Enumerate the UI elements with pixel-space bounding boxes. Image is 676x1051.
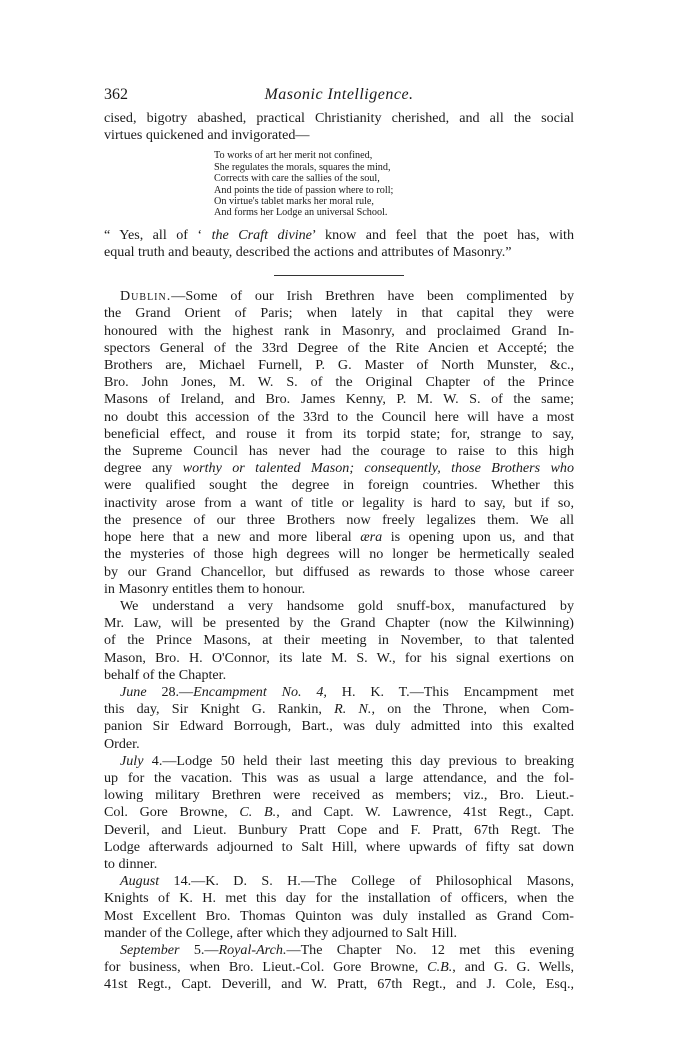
text-run: Col. Gore Browne, xyxy=(104,804,240,821)
dublin-heading: Dublin. xyxy=(120,288,172,305)
text-line: Most Excellent Bro. Thomas Quinton was duly installed as Grand Com- xyxy=(104,907,574,924)
text-run: ’ know and feel that the poet has, with xyxy=(311,226,575,243)
text-run-italic: R. N. xyxy=(334,701,372,718)
text-line: up for the vacation. This was as usual a large attendance, and the fol- xyxy=(104,769,574,786)
text-run-italic: C. B. xyxy=(239,804,277,821)
text-line xyxy=(104,873,574,890)
text-line xyxy=(104,288,574,305)
text-line: mander of the College, after which they adjourned to Salt Hill. xyxy=(104,924,458,941)
poem-line: Corrects with care the sallies of the soul, xyxy=(214,173,380,185)
text-run: for business, when Bro. Lieut.-Col. Gore Browne, xyxy=(104,959,428,976)
quote-paragraph xyxy=(104,227,574,261)
july-paragraph xyxy=(104,753,574,873)
august-paragraph xyxy=(104,873,574,942)
text-run: —The Chapter No. 12 met this evening xyxy=(286,941,575,958)
text-line: by our Grand Chancellor, but diffused as rewards to those whose career xyxy=(104,563,574,580)
text-run: “ Yes, all of ‘ xyxy=(104,226,212,243)
text-line: lowing military Brethren were received as members; viz., Bro. Lieut.- xyxy=(104,787,574,804)
snuffbox-paragraph xyxy=(104,598,574,684)
page-number: 362 xyxy=(104,86,128,103)
text-line: Brothers are, Michael Furnell, P. G. Master of North Munster, &c., xyxy=(104,357,574,374)
text-run: , and Capt. W. Lawrence, 41st Regt., Capt. xyxy=(276,804,574,821)
poem-line: She regulates the morals, squares the mind, xyxy=(214,161,391,173)
poem-line: And points the tide of passion where to roll; xyxy=(214,184,394,196)
text-line: Order. xyxy=(104,735,140,752)
text-run-italic: Encampment No. 4, xyxy=(193,683,327,700)
text-line: virtues quickened and invigorated— xyxy=(104,127,310,144)
text-line: the mysteries of those high degrees will no longer be hermetically sealed xyxy=(104,546,574,563)
text-line: to dinner. xyxy=(104,855,158,872)
text-line: no doubt this accession of the 33rd to the Council here will have a most xyxy=(104,408,574,425)
text-run: 14.—K. D. S. H.—The College of Philosophical Masons, xyxy=(159,873,574,890)
text-line: behalf of the Chapter. xyxy=(104,666,227,683)
dublin-paragraph xyxy=(104,288,574,598)
text-line: equal truth and beauty, described the actions and attributes of Masonry.” xyxy=(104,244,512,261)
text-run-italic: worthy or talented Mason; consequently, those Brothers who xyxy=(182,460,574,477)
poem-line: To works of art her merit not confined, xyxy=(214,150,373,162)
text-line: Mr. Law, will be presented by the Grand Chapter (now the Kilwinning) xyxy=(104,615,574,632)
text-line xyxy=(104,942,574,959)
text-run: H. K. T.—This Encampment met xyxy=(326,683,574,700)
book-page xyxy=(104,86,574,994)
text-line xyxy=(104,684,574,701)
text-line xyxy=(104,460,574,477)
text-line: 41st Regt., Capt. Deverill, and W. Pratt, 67th Regt., and J. Cole, Esq., xyxy=(104,976,574,993)
text-run-italic: Royal-Arch. xyxy=(218,941,287,958)
text-line: cised, bigotry abashed, practical Christianity cherished, and all the social xyxy=(104,110,574,126)
poem-line: On virtue's tablet marks her moral rule, xyxy=(214,196,374,208)
page-header xyxy=(104,86,574,110)
text-run: is opening upon us, and that xyxy=(382,529,574,546)
text-run-italic: æra xyxy=(360,529,383,546)
date-label: July xyxy=(120,752,144,769)
text-line xyxy=(104,701,574,718)
june-paragraph xyxy=(104,684,574,753)
text-run-italic: C.B. xyxy=(427,959,453,976)
text-line: the Supreme Council has never had the courage to raise to this high xyxy=(104,443,574,460)
text-line: spectors General of the 33rd Degree of the Rite Ancien et Accepté; the xyxy=(104,339,574,356)
text-line xyxy=(104,804,574,821)
text-run: , on the Throne, when Com- xyxy=(371,701,574,718)
text-run: 28.— xyxy=(146,683,194,700)
poem-line: And forms her Lodge an universal School. xyxy=(214,207,388,219)
text-line: beneficial effect, and rouse it from its torpid state; for, strange to say, xyxy=(104,425,574,442)
text-line: Masons of Ireland, and Bro. James Kenny, P. M. W. S. of the same; xyxy=(104,391,574,408)
text-run: , and G. G. Wells, xyxy=(452,959,574,976)
text-line: Knights of K. H. met this day for the installation of officers, when the xyxy=(104,890,574,907)
text-run: hope here that a new and more liberal xyxy=(104,529,361,546)
text-line: the presence of our three Brothers now freely legalizes them. We all xyxy=(104,511,574,528)
text-line xyxy=(104,529,574,546)
date-label: August xyxy=(120,873,160,890)
text-line xyxy=(104,227,574,244)
text-line xyxy=(104,959,574,976)
text-line: of the Prince Masons, at their meeting in November, to that talented xyxy=(104,632,574,649)
text-line: Bro. John Jones, M. W. S. of the Original Chapter of the Prince xyxy=(104,374,574,391)
text-line: were qualified sought the degree in foreign countries. Whether this xyxy=(104,477,574,494)
text-line: honoured with the highest rank in Masonry, and proclaimed Grand In- xyxy=(104,322,574,339)
date-label: June xyxy=(120,683,147,700)
text-line: Lodge afterwards adjourned to Salt Hill, where upwards of fifty sat down xyxy=(104,838,574,855)
text-run: 4.—Lodge 50 held their last meeting this day previous to breaking xyxy=(143,752,574,769)
text-line: Mason, Bro. H. O'Connor, its late M. S. W., for his signal exertions on xyxy=(104,649,574,666)
text-line: panion Sir Edward Borrough, Bart., was duly admitted into this exalted xyxy=(104,718,574,735)
text-run-italic: the Craft divine xyxy=(211,226,312,243)
text-line: We understand a very handsome gold snuff-box, manufactured by xyxy=(120,597,574,614)
text-line: Deveril, and Lieut. Bunbury Pratt Cope and F. Pratt, 67th Regt. The xyxy=(104,821,574,838)
september-paragraph xyxy=(104,942,574,994)
text-run: this day, Sir Knight G. Rankin, xyxy=(104,701,335,718)
intro-paragraph xyxy=(104,110,574,144)
text-run: —Some of our Irish Brethren have been complimented by xyxy=(171,288,574,305)
running-title: Masonic Intelligence. xyxy=(264,86,414,103)
text-run: 5.— xyxy=(179,941,219,958)
date-label: September xyxy=(120,941,180,958)
text-line: in Masonry entitles them to honour. xyxy=(104,580,306,597)
text-line: inactivity arose from a want of title or legality is hard to say, but if so, xyxy=(104,494,574,511)
text-line xyxy=(104,753,574,770)
section-divider xyxy=(274,275,404,276)
text-run: degree any xyxy=(104,460,183,477)
poem-block xyxy=(214,150,574,218)
text-line: the Grand Orient of Paris; when lately in that capital they were xyxy=(104,305,574,322)
